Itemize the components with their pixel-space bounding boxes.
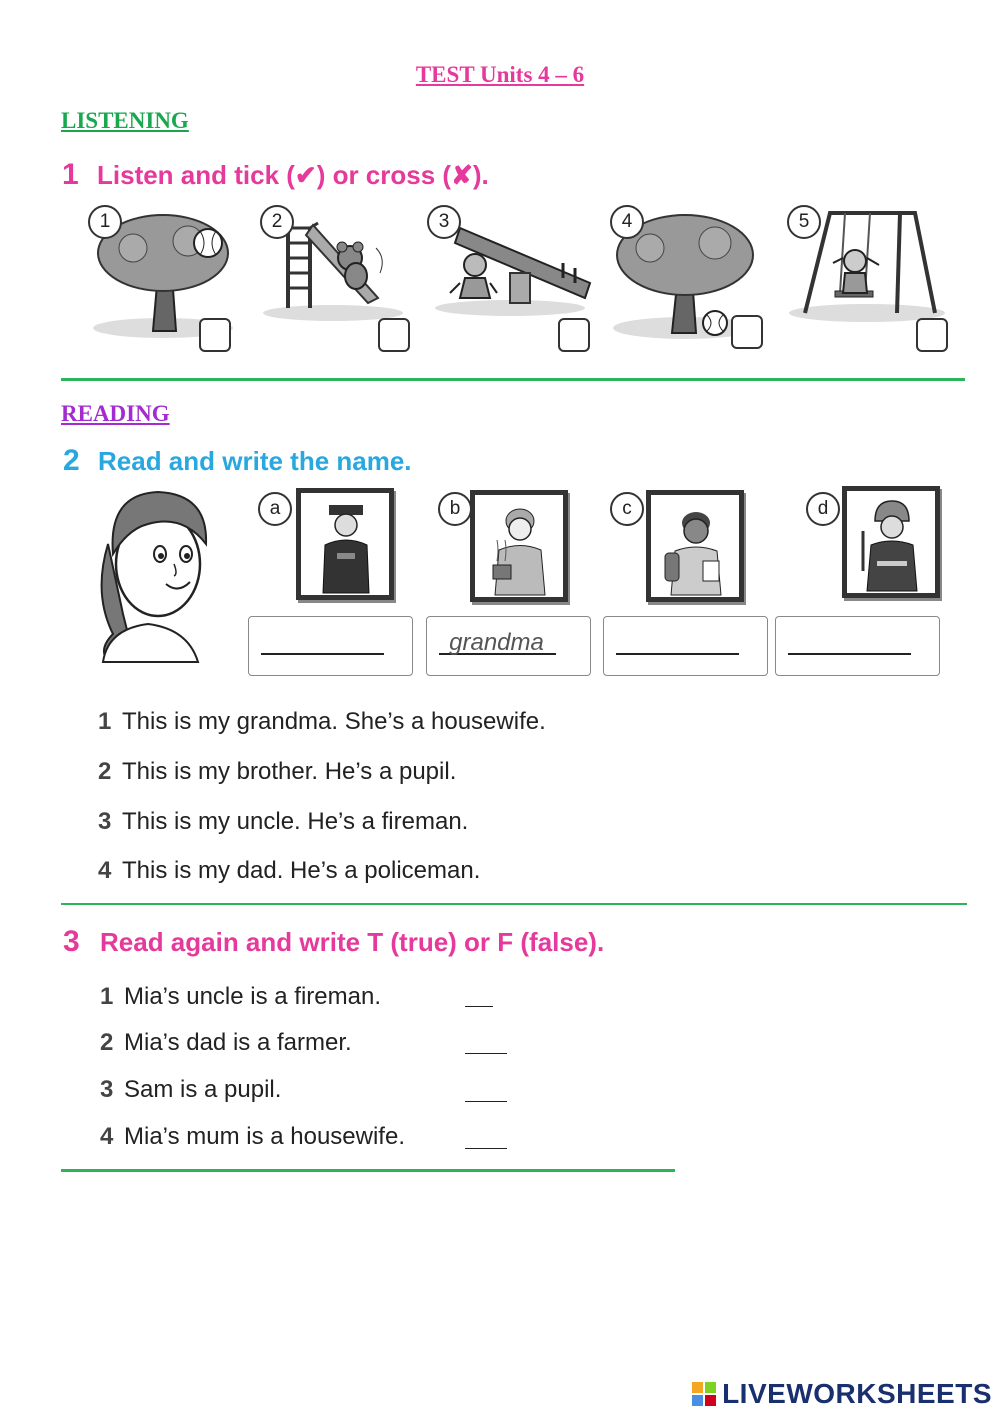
- picture-label-3: 3: [427, 205, 461, 239]
- portrait-frame-b: [470, 490, 568, 602]
- tick-box-4[interactable]: [731, 315, 763, 349]
- girl-portrait-icon: [88, 484, 213, 664]
- sentence-number: 3: [98, 808, 112, 835]
- section-divider-2: [61, 903, 967, 905]
- page-title: TEST Units 4 – 6: [415, 62, 585, 87]
- tf-number: 1: [100, 983, 114, 1010]
- tf-item-4: [100, 1123, 405, 1151]
- name-line-c: [616, 653, 739, 655]
- sentence-text: This is my uncle. He’s a fireman.: [122, 808, 469, 835]
- section-divider-1: [61, 378, 965, 381]
- picture-label-c: c: [610, 492, 644, 526]
- picture-label-a: a: [258, 492, 292, 526]
- exercise-2-number: 2: [63, 444, 80, 477]
- sentence-text: This is my grandma. She’s a housewife.: [122, 708, 546, 735]
- reading-heading: READING: [61, 401, 170, 426]
- tf-answer-blank-4[interactable]: [465, 1148, 507, 1149]
- name-box-b[interactable]: [426, 616, 591, 676]
- tick-box-1[interactable]: [199, 318, 231, 352]
- tf-item-2: [100, 1029, 352, 1057]
- name-answer-b: grandma: [449, 629, 544, 656]
- sentence-number: 2: [98, 758, 112, 785]
- name-box-c[interactable]: [603, 616, 768, 676]
- tf-text: Mia’s dad is a farmer.: [124, 1029, 352, 1056]
- sentence-4: [98, 857, 480, 885]
- tf-text: Sam is a pupil.: [124, 1076, 282, 1103]
- name-line-d: [788, 653, 911, 655]
- portrait-frame-c: [646, 490, 744, 602]
- tf-number: 2: [100, 1029, 114, 1056]
- section-divider-3: [61, 1169, 675, 1172]
- portrait-frame-a: [296, 488, 394, 600]
- tick-box-2[interactable]: [378, 318, 410, 352]
- name-box-d[interactable]: [775, 616, 940, 676]
- picture-label-4: 4: [610, 205, 644, 239]
- pupil-icon: [651, 495, 739, 597]
- tf-text: Mia’s uncle is a fireman.: [124, 983, 381, 1010]
- portrait-frame-d: [842, 486, 940, 598]
- picture-label-b: b: [438, 492, 472, 526]
- sentence-3: [98, 808, 468, 836]
- exercise-2-instruction: Read and write the name.: [98, 446, 412, 476]
- picture-label-d: d: [806, 492, 840, 526]
- name-box-a[interactable]: [248, 616, 413, 676]
- picture-label-5: 5: [787, 205, 821, 239]
- tf-number: 4: [100, 1123, 114, 1150]
- picture-label-2: 2: [260, 205, 294, 239]
- tick-box-5[interactable]: [916, 318, 948, 352]
- sentence-text: This is my brother. He’s a pupil.: [122, 758, 457, 785]
- logo-text: LIVEWORKSHEETS: [722, 1378, 992, 1409]
- fireman-icon: [847, 491, 935, 593]
- listening-heading: LISTENING: [61, 108, 189, 133]
- exercise-3-instruction: Read again and write T (true) or F (false).: [100, 927, 605, 957]
- tf-item-3: [100, 1076, 281, 1104]
- policeman-icon: [301, 493, 389, 595]
- tick-box-3[interactable]: [558, 318, 590, 352]
- liveworksheets-logo-icon: [692, 1382, 716, 1406]
- sentence-2: [98, 758, 456, 786]
- picture-label-1: 1: [88, 205, 122, 239]
- tf-answer-blank-3[interactable]: [465, 1101, 507, 1102]
- exercise-1-instruction: Listen and tick (✔) or cross (✘).: [97, 160, 489, 190]
- liveworksheets-logo: [722, 1378, 992, 1410]
- exercise-3-number: 3: [63, 925, 80, 958]
- sentence-1: [98, 708, 546, 736]
- tf-answer-blank-1[interactable]: [465, 1006, 493, 1007]
- tf-answer-blank-2[interactable]: [465, 1053, 507, 1054]
- tf-number: 3: [100, 1076, 114, 1103]
- tf-item-1: [100, 983, 381, 1011]
- exercise-1-number: 1: [62, 158, 79, 191]
- grandma-icon: [475, 495, 563, 597]
- name-line-a: [261, 653, 384, 655]
- sentence-number: 4: [98, 857, 112, 884]
- sentence-text: This is my dad. He’s a policeman.: [122, 857, 481, 884]
- sentence-number: 1: [98, 708, 112, 735]
- girl-illustration: [88, 484, 213, 664]
- tf-text: Mia’s mum is a housewife.: [124, 1123, 405, 1150]
